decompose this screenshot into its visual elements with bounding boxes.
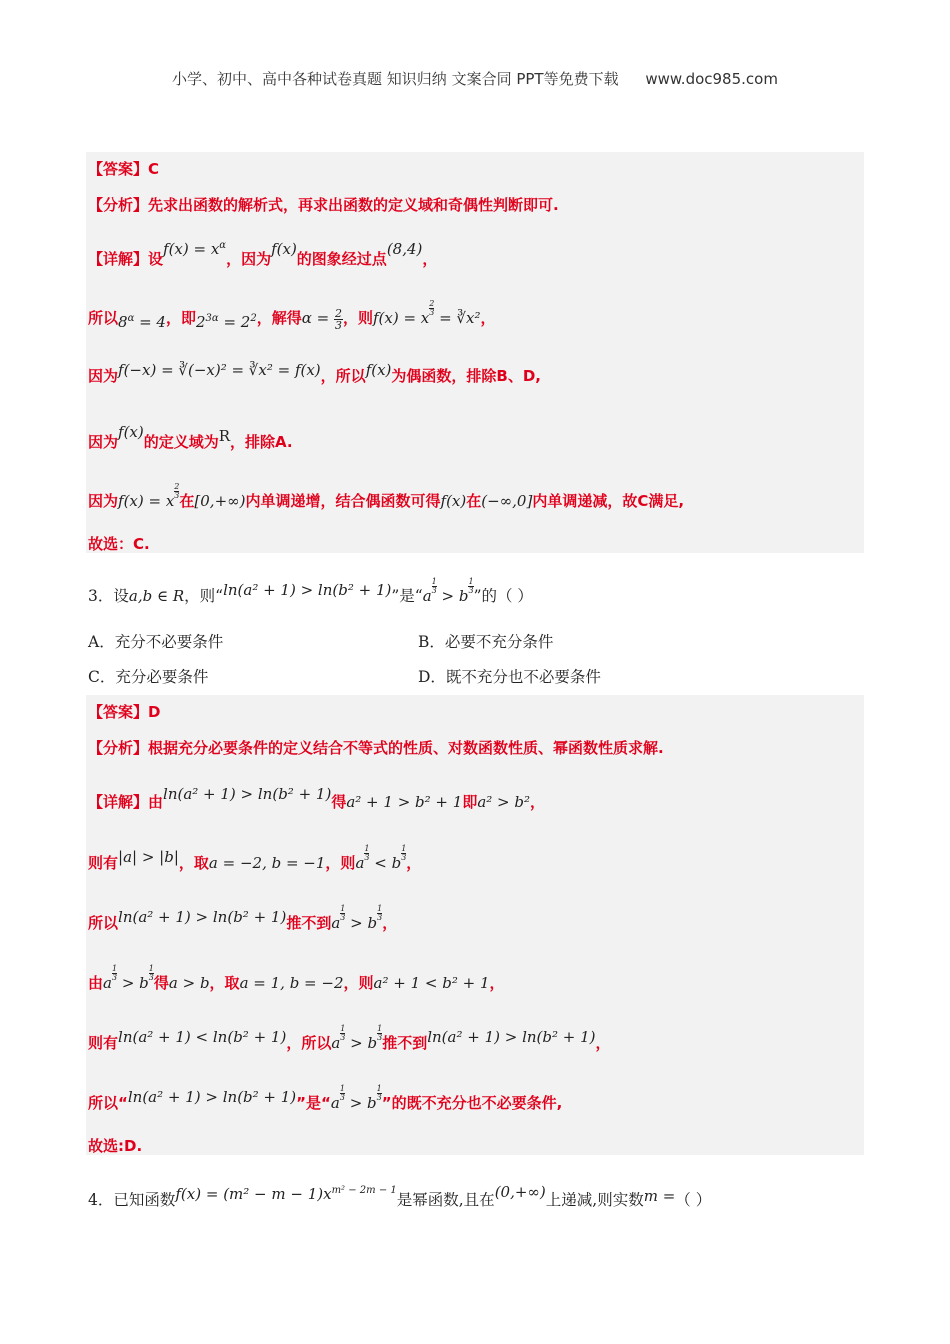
math: a,b ∈ R	[128, 587, 185, 605]
math: (0,+∞)	[494, 1183, 546, 1201]
math: ln(a² + 1) > ln(b² + 1)	[427, 1028, 596, 1046]
math: m =	[643, 1187, 676, 1205]
math: f(x)	[440, 492, 467, 510]
math: a $\frac{1}{3}$ > b $\frac{1}{3}$	[331, 1024, 383, 1052]
math: f(x)	[271, 240, 297, 258]
math: α = $\frac{2}{3}$	[301, 306, 342, 332]
math: a² + 1 > b² + 1	[346, 793, 463, 811]
math: ln(a² + 1) < ln(b² + 1)	[118, 1028, 287, 1046]
math: a > b	[168, 974, 210, 992]
math: a $\frac{1}{3}$ > b $\frac{1}{3}$	[331, 904, 383, 932]
q3-option-d: D．既不充分也不必要条件	[418, 668, 601, 686]
q3-detail-line4: 由a $\frac{1}{3}$ > b $\frac{1}{3}$ 得a > b，取a = 1, b = −2，则a² + 1 < b² + 1，	[88, 964, 505, 992]
q3-detail-line6: 所以“ln(a² + 1) > ln(b² + 1)”是“a $\frac{1}{3}$ > b $\frac{1}{3}$ ”的既不充分也不必要条件,	[88, 1084, 563, 1112]
q2-answer: 【答案】C	[88, 160, 160, 178]
q2-analysis: 【分析】先求出函数的解析式，再求出函数的定义域和奇偶性判断即可.	[88, 196, 559, 214]
math: a² + 1 < b² + 1	[373, 974, 490, 992]
math: ln(a² + 1) > ln(b² + 1)	[163, 785, 332, 803]
q3-detail-line5: 则有ln(a² + 1) < ln(b² + 1)，所以a $\frac{1}{3}$ > b $\frac{1}{3}$ 推不到ln(a² + 1) > ln(b² + 1)，	[88, 1024, 611, 1052]
math: f(−x) = ∛(−x)² = ∛x² = f(x)	[118, 361, 321, 379]
q2-detail-line1: 【详解】设$f(x) = x^\alpha$，因为f(x)的图象经过点(8,4)，	[88, 240, 438, 268]
q3-analysis: 【分析】根据充分必要条件的定义结合不等式的性质、对数函数性质、幂函数性质求解.	[88, 739, 664, 757]
math: f(x)	[118, 423, 144, 441]
math: ln(a² + 1) > ln(b² + 1)	[223, 581, 392, 599]
q3-final: 故选:D.	[88, 1137, 143, 1155]
math: f(x) = x $\frac{2}{3}$ = ∛x²	[372, 299, 481, 327]
math: $2^{3\alpha} = 2^2$	[196, 313, 257, 331]
q2-detail-line3: 因为f(−x) = ∛(−x)² = ∛x² = f(x)，所以f(x)为偶函数，排除B、D,	[88, 361, 541, 385]
math: a = 1, b = −2	[239, 974, 344, 992]
math: ln(a² + 1) > ln(b² + 1)	[127, 1088, 297, 1106]
header-site: www.doc985.com	[645, 70, 778, 88]
math: $f(x) = x^\alpha$	[163, 240, 227, 258]
q2-detail-line2: 所以$8^\alpha = 4$，即$2^{3\alpha} = 2^2$，解得α = $\frac{2}{3}$ ，则f(x) = x $\frac{2}{3}$ = ∛x²，	[88, 299, 496, 332]
math: |a| > |b|	[118, 848, 179, 866]
math: a = −2, b = −1	[208, 854, 326, 872]
math: [0,+∞)	[194, 492, 246, 510]
math: (8,4)	[386, 240, 423, 258]
q3-stem: 3．设a,b ∈ R，则“ln(a² + 1) > ln(b² + 1)”是“a $\frac{1}{3}$ > b $\frac{1}{3}$ ”的（ ）	[88, 577, 533, 605]
math: a² > b²	[477, 793, 531, 811]
math: f(x)	[365, 361, 392, 379]
q3-answer: 【答案】D	[88, 703, 161, 721]
q3-detail-line3: 所以ln(a² + 1) > ln(b² + 1)推不到a $\frac{1}{3}$ > b $\frac{1}{3}$ ，	[88, 904, 398, 932]
math: a $\frac{1}{3}$ > b $\frac{1}{3}$	[422, 577, 474, 605]
q2-final: 故选：C.	[88, 535, 150, 553]
math: ln(a² + 1) > ln(b² + 1)	[118, 908, 287, 926]
q4-stem: 4．已知函数$f(x) = (m^2 - m - 1)x^{m^2 - 2m - 1}$是幂函数,且在(0,+∞)上递减,则实数m =（ ）	[88, 1183, 712, 1209]
math: a $\frac{1}{3}$ > b $\frac{1}{3}$	[103, 964, 154, 992]
q2-detail-line4: 因为f(x)的定义域为R，排除A.	[88, 423, 293, 451]
q2-detail-line5: 因为f(x) = x $\frac{2}{3}$ 在[0,+∞)内单调递增，结合偶函数可得f(x)在(−∞,0]内单调递减，故C满足,	[88, 482, 685, 510]
q3-detail-line1: 【详解】由ln(a² + 1) > ln(b² + 1)得a² + 1 > b² + 1即a² > b²，	[88, 785, 546, 811]
q3-option-a: A．充分不必要条件	[88, 633, 224, 651]
page-header	[0, 68, 950, 89]
q3-option-b: B．必要不充分条件	[418, 633, 554, 651]
math: R	[218, 427, 231, 445]
math: $8^\alpha = 4$	[118, 313, 166, 331]
header-text: 小学、初中、高中各种试卷真题 知识归纳 文案合同 PPT等免费下载	[172, 70, 619, 88]
q3-detail-line2: 则有|a| > |b|，取a = −2, b = −1，则a $\frac{1}{3}$ < b $\frac{1}{3}$ ，	[88, 844, 422, 872]
math: $f(x) = (m^2 - m - 1)x^{m^2 - 2m - 1}$	[175, 1185, 397, 1203]
math: a $\frac{1}{3}$ < b $\frac{1}{3}$	[355, 844, 407, 872]
math: f(x) = x $\frac{2}{3}$	[118, 482, 180, 510]
q3-option-c: C．充分必要条件	[88, 668, 209, 686]
math: a $\frac{1}{3}$ > b $\frac{1}{3}$	[330, 1084, 382, 1112]
math: (−∞,0]	[481, 492, 533, 510]
